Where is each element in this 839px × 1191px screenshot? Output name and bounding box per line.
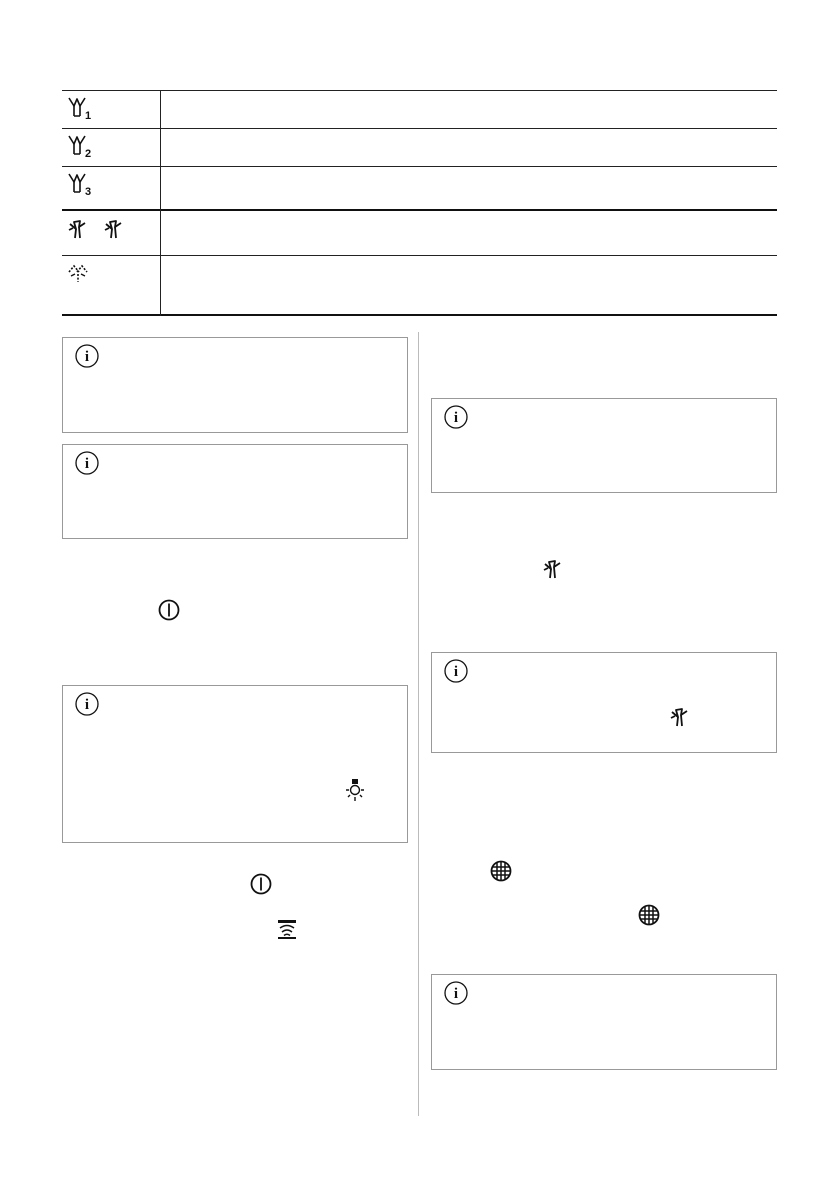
table-top-rule [62, 90, 777, 91]
info-icon [443, 980, 469, 1006]
boost-fan-icon [668, 706, 692, 730]
svg-text:3: 3 [85, 186, 92, 198]
info-icon [443, 404, 469, 430]
svg-text:1: 1 [85, 110, 92, 122]
fan-speed-2-icon [66, 134, 96, 160]
info-icon [74, 691, 100, 717]
boost-fan-icon [541, 558, 565, 582]
breeze-icon [66, 262, 96, 286]
info-box [431, 398, 777, 493]
boost-fan-icons [66, 218, 146, 244]
hob2hood-icon [276, 918, 298, 940]
column-divider [418, 332, 419, 1116]
table-column-divider [160, 90, 161, 316]
info-icon [74, 343, 100, 369]
svg-text:2: 2 [85, 148, 92, 160]
table-row-divider [62, 209, 777, 211]
power-icon [157, 598, 181, 622]
fan-speed-1-icon [66, 96, 96, 122]
info-box [431, 974, 777, 1070]
light-icon [343, 778, 367, 804]
svg-text:i: i [453, 664, 459, 680]
table-row-divider [62, 255, 777, 256]
info-box [431, 652, 777, 753]
info-box [62, 444, 408, 539]
svg-text:i: i [84, 349, 90, 365]
boost-fan-1-icon [69, 221, 85, 238]
info-icon [74, 450, 100, 476]
svg-text:i: i [84, 456, 90, 472]
svg-text:i: i [453, 410, 459, 426]
info-box [62, 685, 408, 843]
boost-fan-2-icon [105, 221, 121, 238]
table-bottom-rule [62, 314, 777, 316]
svg-text:i: i [84, 697, 90, 713]
info-icon [443, 658, 469, 684]
svg-text:i: i [453, 986, 459, 1002]
table-row-divider [62, 166, 777, 167]
power-icon [249, 872, 273, 896]
table-row-divider [62, 128, 777, 129]
grease-filter-icon [637, 903, 661, 927]
grease-filter-icon [489, 859, 513, 883]
info-box [62, 337, 408, 433]
fan-speed-3-icon [66, 172, 96, 198]
